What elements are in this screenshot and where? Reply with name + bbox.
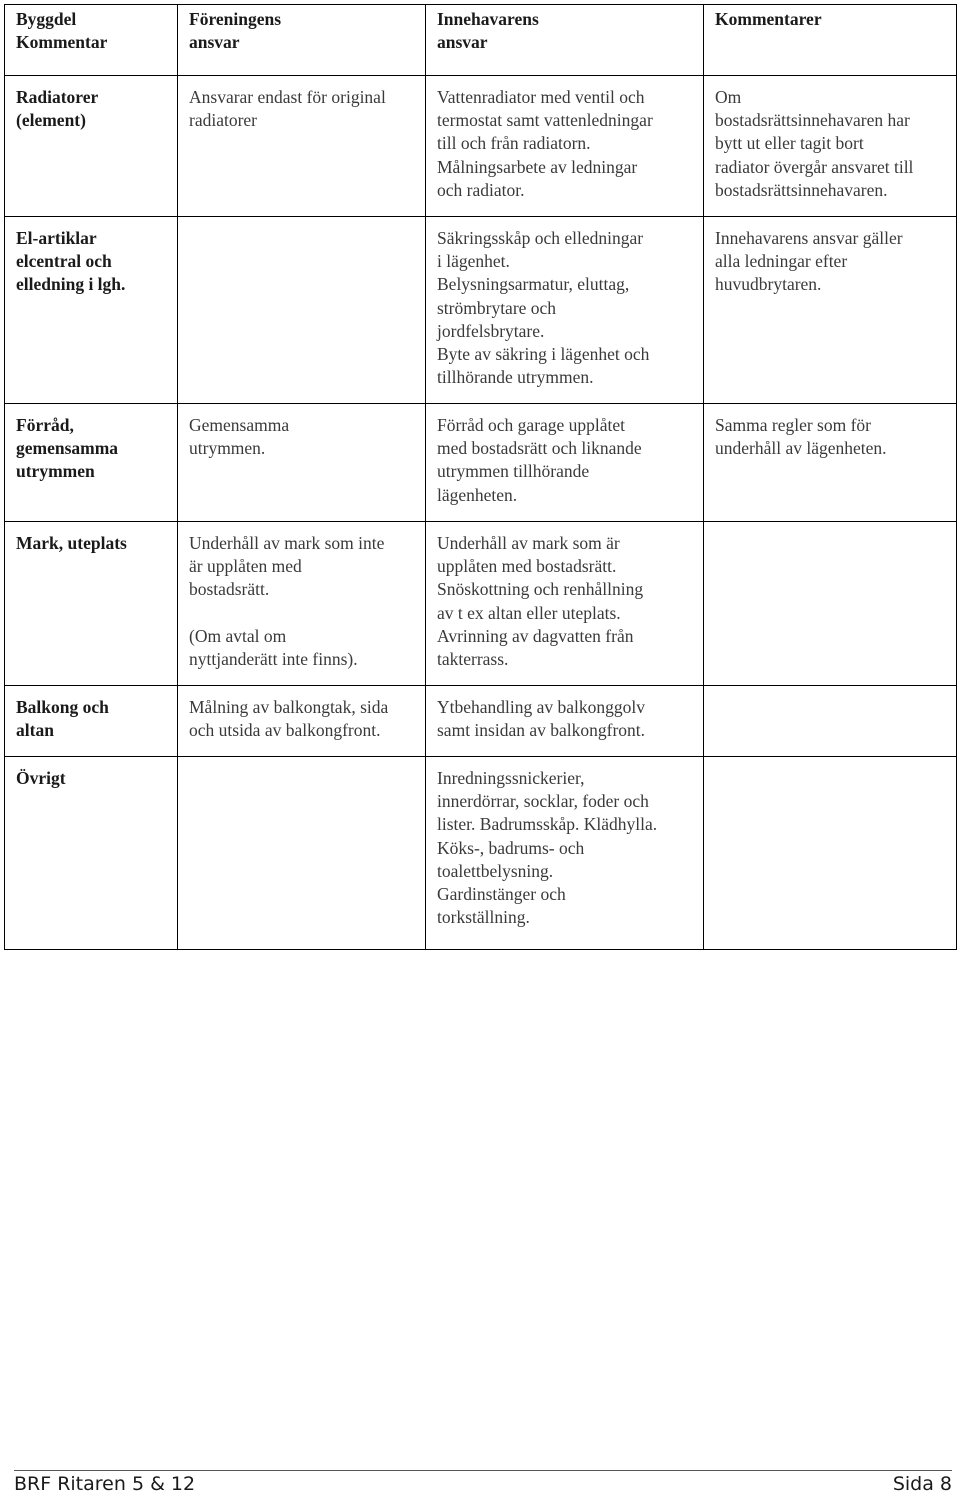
holder-cell: Vattenradiator med ventil och termostat samt vattenledningar till och från radiatorn. Målningsarbete av ledningar och radiator. <box>426 76 704 217</box>
footer-title: BRF Ritaren 5 & 12 <box>14 1473 196 1495</box>
header-text: Föreningens <box>189 9 282 29</box>
holder-cell: Inredningssnickerier, innerdörrar, socklar, foder och lister. Badrumsskåp. Klädhylla. Köks-, badrums- och toalettbelysning. Gardinstänger och torkställning. <box>426 757 704 950</box>
table-row <box>5 686 957 757</box>
table-row <box>5 522 957 686</box>
association-cell: Målning av balkongtak, sida och utsida av balkongfront. <box>178 686 426 757</box>
comments-cell: Om bostadsrättsinnehavaren har bytt ut eller tagit bort radiator övergår ansvaret till bostadsrättsinnehavaren. <box>704 76 957 217</box>
comments-cell <box>704 522 957 686</box>
table-row <box>5 757 957 950</box>
comments-cell: Innehavarens ansvar gäller alla ledningar efter huvudbrytaren. <box>704 217 957 404</box>
header-text: Byggdel <box>16 9 77 29</box>
building-part-cell: Radiatorer (element) <box>5 76 178 217</box>
holder-cell: Säkringsskåp och elledningar i lägenhet. Belysningsarmatur, eluttag, strömbrytare och jordfelsbrytare. Byte av säkring i lägenhet och tillhörande utrymmen. <box>426 217 704 404</box>
header-comments <box>704 5 957 76</box>
table-row <box>5 404 957 522</box>
page-number: Sida 8 <box>892 1473 952 1495</box>
comments-cell: Samma regler som för underhåll av lägenheten. <box>704 404 957 522</box>
header-association-responsibility <box>178 5 426 76</box>
header-text: ansvar <box>437 32 488 53</box>
association-cell: Underhåll av mark som inte är upplåten med bostadsrätt. (Om avtal om nyttjanderätt inte finns). <box>178 522 426 686</box>
comments-cell <box>704 686 957 757</box>
building-part-cell: Förråd, gemensamma utrymmen <box>5 404 178 522</box>
header-holder-responsibility <box>426 5 704 76</box>
building-part-cell: Balkong och altan <box>5 686 178 757</box>
responsibility-table <box>4 4 957 950</box>
building-part-cell: Mark, uteplats <box>5 522 178 686</box>
association-cell <box>178 757 426 950</box>
page-footer <box>14 1470 952 1495</box>
association-cell <box>178 217 426 404</box>
header-text: ansvar <box>189 32 240 53</box>
table-header-row <box>5 5 957 76</box>
holder-cell: Förråd och garage upplåtet med bostadsrätt och liknande utrymmen tillhörande lägenheten. <box>426 404 704 522</box>
holder-cell: Underhåll av mark som är upplåten med bostadsrätt. Snöskottning och renhållning av t ex altan eller uteplats. Avrinning av dagvatten från takterrass. <box>426 522 704 686</box>
building-part-cell: Övrigt <box>5 757 178 950</box>
association-cell: Ansvarar endast för original radiatorer <box>178 76 426 217</box>
comments-cell <box>704 757 957 950</box>
header-text: Innehavarens <box>437 9 539 29</box>
building-part-cell: El-artiklar elcentral och elledning i lgh. <box>5 217 178 404</box>
holder-cell: Ytbehandling av balkonggolv samt insidan av balkongfront. <box>426 686 704 757</box>
association-cell: Gemensamma utrymmen. <box>178 404 426 522</box>
header-building-part <box>5 5 178 76</box>
header-text: Kommentar <box>16 32 108 53</box>
header-text: Kommentarer <box>715 9 822 29</box>
table-row <box>5 217 957 404</box>
table-row <box>5 76 957 217</box>
